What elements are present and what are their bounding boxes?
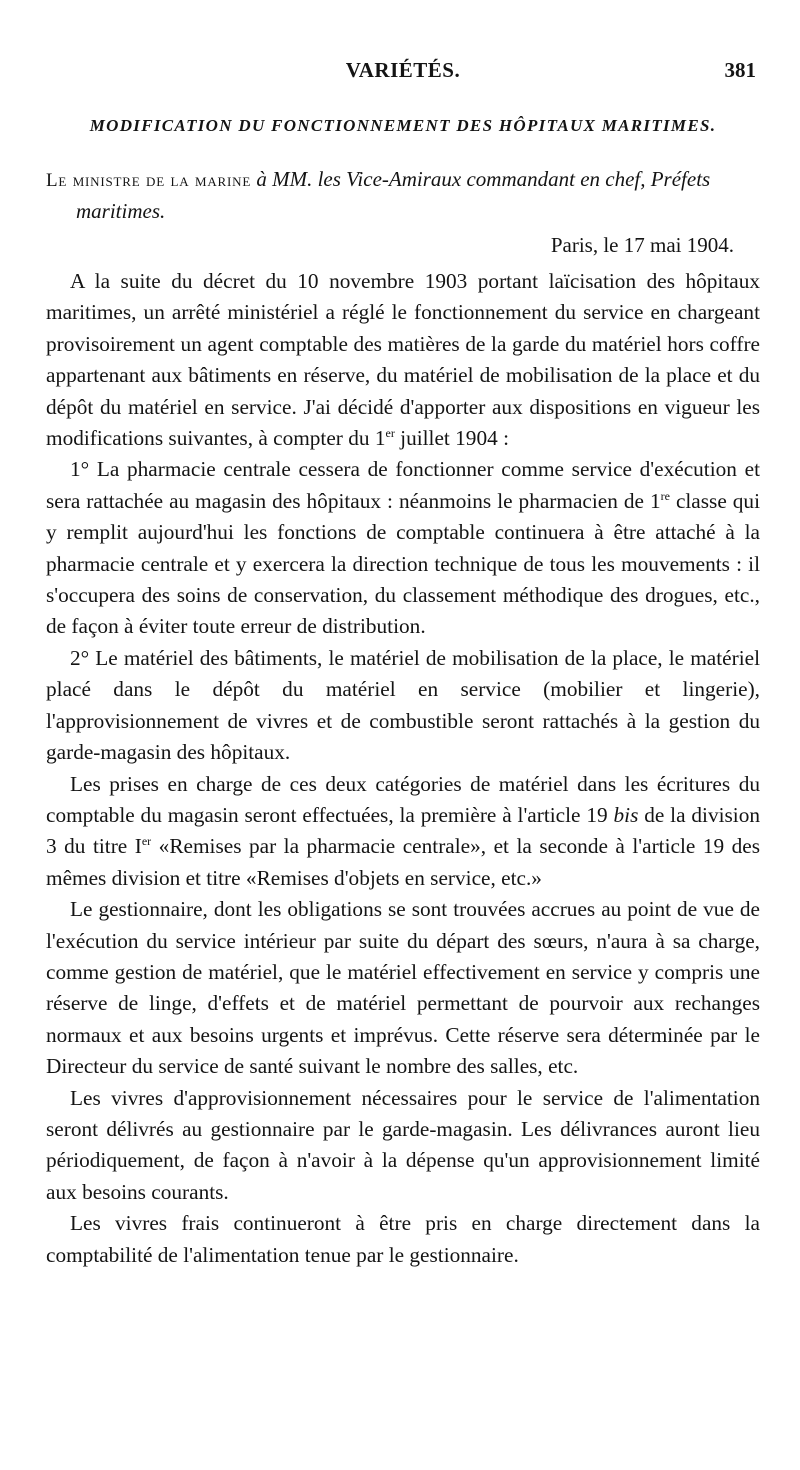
paragraph-text: 2° Le matériel des bâtiments, le matériel de mobilisation de la place, le matériel placé dans le dépôt du matériel en service (mobilier et lingerie), l'approvisionnement de vivres et de combustible seront rattachés à la gestion du garde-magasin des hôpitaux.: [46, 645, 760, 765]
sender: Le ministre de la marine: [46, 170, 252, 191]
italic-text: bis: [613, 802, 639, 827]
running-title: VARIÉTÉS.: [345, 58, 461, 82]
paragraph-text: Les vivres frais continueront à être pris en charge directement dans la comptabilité de l'alimentation tenue par le gestionnaire.: [46, 1211, 760, 1267]
paragraph-2: [46, 454, 760, 642]
paragraph-text: classe qui y remplit aujourd'hui les fonctions de comptable continuera à être attaché à la pharmacie centrale et y exercera la direction technique de tous les mouvements : il s'occupera des soins de conservation, du classement méthodique des drogues, etc., de façon à éviter toute erreur de distribution.: [46, 488, 760, 639]
paragraph-text: de la division 3 du titre I: [46, 802, 761, 859]
paragraph-text: «Remises par la pharmacie centrale», et la seconde à l'article 19 des mêmes division et titre «Remises d'objets en service, etc.»: [46, 834, 761, 890]
paragraph-6: [46, 1083, 760, 1209]
article-title: MODIFICATION DU FONCTIONNEMENT DES HÔPITAUX MARITIMES.: [89, 116, 717, 135]
paragraph-text: Le gestionnaire, dont les obligations se sont trouvées accrues au point de vue de l'exécution du service intérieur par suite du départ des sœurs, n'aura à sa charge, comme gestion de matériel, que le matériel effectivement en service y compris une réserve de linge, d'effets et de matériel permettant de pourvoir aux rechanges normaux et aux besoins urgents et imprévus. Cette réserve sera déterminée par le Directeur du service de santé suivant le nombre des salles, etc.: [46, 897, 760, 1079]
paragraph-text: juillet 1904 :: [394, 426, 509, 451]
paragraph-7: [46, 1208, 760, 1271]
superscript: re: [660, 488, 670, 503]
paragraph-text: Les vivres d'approvisionnement nécessaires pour le service de l'alimentation seront délivrés au gestionnaire par le garde-magasin. Les délivrances auront lieu périodiquement, de façon à n'avoir à la dépense qu'un approvisionnement limité aux besoins courants.: [46, 1085, 760, 1204]
paragraph-text: A la suite du décret du 10 novembre 1903 portant laïcisation des hôpitaux maritimes, un arrêté ministériel a réglé le fonctionnement du service en chargeant provisoirement un agent comptable des matières de la garde du matériel hors coffre appartenant aux bâtiments en réserve, du matériel de mobilisation de la place et du dépôt du matériel en service. J'ai décidé d'apporter aux dispositions en vigueur les modifications suivantes, à compter du 1: [46, 269, 760, 451]
superscript: er: [141, 834, 152, 849]
paragraph-text: Les prises en charge de ces deux catégories de matériel dans les écritures du comptable du magasin seront effectuées, la première à l'article 19: [46, 771, 760, 827]
salutation: [46, 164, 760, 226]
running-header: [46, 58, 760, 92]
paragraph-5: [46, 894, 760, 1082]
paragraph-text: 1° La pharmacie centrale cessera de fonctionner comme service d'exécution et sera rattachée au magasin des hôpitaux : néanmoins le pharmacien de 1: [46, 457, 760, 513]
superscript: er: [385, 426, 395, 441]
paragraph-4: [46, 769, 760, 895]
page-number: 381: [724, 58, 756, 82]
paragraph-3: [46, 643, 760, 769]
addressee: à MM. les Vice-Amiraux commandant en chef, Préfets maritimes.: [76, 167, 711, 223]
paragraph-1: [46, 266, 760, 454]
date-line: Paris, le 17 mai 1904.: [550, 233, 734, 257]
